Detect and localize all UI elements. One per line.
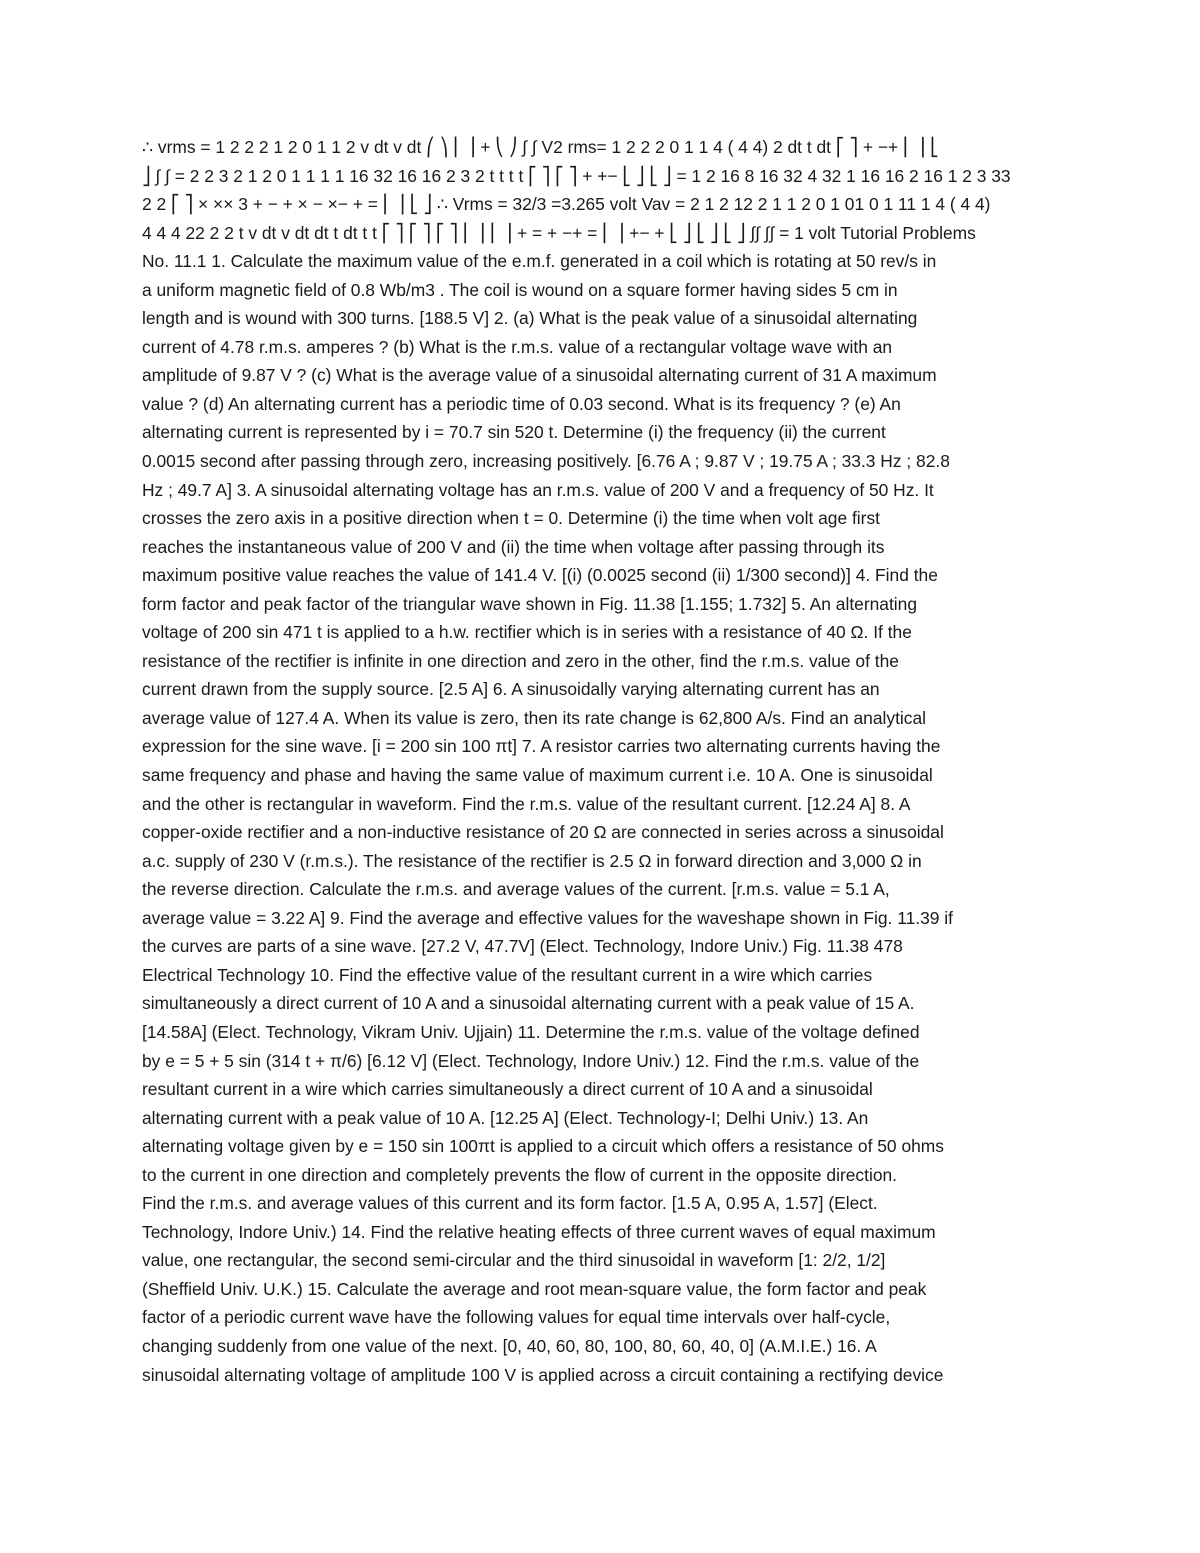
text-line: current drawn from the supply source. [2.5 A] 6. A sinusoidally varying alternating current has an: [142, 679, 880, 700]
text-line: Electrical Technology 10. Find the effective value of the resultant current in a wire which carries: [142, 964, 873, 985]
text-line: value, one rectangular, the second semi-circular and the third sinusoidal in waveform [1: 2/2, 1/2]: [142, 1250, 886, 1271]
text-line: by e = 5 + 5 sin (314 t + π/6) [6.12 V] (Elect. Technology, Indore Univ.) 12. Find the r.m.s. value of the: [142, 1050, 920, 1071]
text-line: expression for the sine wave. [i = 200 sin 100 πt] 7. A resistor carries two alternating currents having the: [142, 736, 941, 757]
text-line: Find the r.m.s. and average values of this current and its form factor. [1.5 A, 0.95 A, 1.57] (Elect.: [142, 1193, 878, 1214]
text-line: maximum positive value reaches the value of 141.4 V. [(i) (0.0025 second (ii) 1/300 second)] 4. Find the: [142, 565, 938, 586]
text-line: changing suddenly from one value of the next. [0, 40, 60, 80, 100, 80, 60, 40, 0] (A.M.I.E.) 16. A: [142, 1335, 877, 1356]
document-text: [142, 133, 1067, 1389]
text-line: average value of 127.4 A. When its value is zero, then its rate change is 62,800 A/s. Find an analytical: [142, 707, 927, 728]
text-line: same frequency and phase and having the same value of maximum current i.e. 10 A. One is sinusoidal: [142, 765, 933, 786]
text-line: current of 4.78 r.m.s. amperes ? (b) What is the r.m.s. value of a rectangular voltage wave with an: [142, 336, 893, 357]
text-line: resistance of the rectifier is infinite in one direction and zero in the other, find the r.m.s. value of the: [142, 650, 899, 671]
text-line: the reverse direction. Calculate the r.m.s. and average values of the current. [r.m.s. value = 5.1 A,: [142, 879, 890, 900]
text-line: amplitude of 9.87 V ? (c) What is the average value of a sinusoidal alternating current of 31 A maximum: [142, 365, 937, 386]
text-line: alternating current with a peak value of 10 A. [12.25 A] (Elect. Technology-I; Delhi Univ.) 13. An: [142, 1107, 869, 1128]
text-line: and the other is rectangular in waveform. Find the r.m.s. value of the resultant current. [12.24 A] 8. A: [142, 793, 911, 814]
text-line: factor of a periodic current wave have the following values for equal time intervals over half-cycle,: [142, 1307, 891, 1328]
text-line: length and is wound with 300 turns. [188.5 V] 2. (a) What is the peak value of a sinusoidal alternating: [142, 308, 918, 329]
text-line: simultaneously a direct current of 10 A and a sinusoidal alternating current with a peak value of 15 A.: [142, 993, 915, 1014]
text-line: ∴ vrms = 1 2 2 2 1 2 0 1 1 2 v dt v dt ⎛ ⎞ ⎜ ⎟ + ⎝ ⎠ ∫ ∫ V2 rms= 1 2 2 2 0 1 1 4 ( 4 4) 2 dt t dt ⎡ ⎤ + −+ ⎢ ⎥ ⎣: [142, 137, 939, 157]
text-line: to the current in one direction and completely prevents the flow of current in the opposite direction.: [142, 1164, 897, 1185]
text-line: form factor and peak factor of the triangular wave shown in Fig. 11.38 [1.155; 1.732] 5. An alternating: [142, 593, 917, 614]
text-line: the curves are parts of a sine wave. [27.2 V, 47.7V] (Elect. Technology, Indore Univ.) Fig. 11.38 478: [142, 936, 903, 957]
text-line: Hz ; 49.7 A] 3. A sinusoidal alternating voltage has an r.m.s. value of 200 V and a frequency of 50 Hz. It: [142, 479, 934, 500]
text-line: alternating current is represented by i = 70.7 sin 520 t. Determine (i) the frequency (ii) the current: [142, 422, 886, 443]
text-line: No. 11.1 1. Calculate the maximum value of the e.m.f. generated in a coil which is rotating at 50 rev/s in: [142, 251, 937, 272]
text-line: (Sheffield Univ. U.K.) 15. Calculate the average and root mean-square value, the form factor and peak: [142, 1278, 927, 1299]
text-line: crosses the zero axis in a positive direction when t = 0. Determine (i) the time when volt age first: [142, 508, 880, 529]
text-line: a uniform magnetic field of 0.8 Wb/m3 . The coil is wound on a square former having sides 5 cm in: [142, 279, 898, 300]
text-line: copper-oxide rectifier and a non-inductive resistance of 20 Ω are connected in series across a sinusoidal: [142, 822, 944, 843]
text-line: sinusoidal alternating voltage of amplitude 100 V is applied across a circuit containing a rectifying device: [142, 1364, 944, 1385]
text-line: voltage of 200 sin 471 t is applied to a h.w. rectifier which is in series with a resistance of 40 Ω. If the: [142, 622, 912, 643]
text-line: Technology, Indore Univ.) 14. Find the relative heating effects of three current waves of equal maximum: [142, 1221, 936, 1242]
text-line: average value = 3.22 A] 9. Find the average and effective values for the waveshape shown in Fig. 11.39 if: [142, 907, 953, 928]
text-line: 0.0015 second after passing through zero, increasing positively. [6.76 A ; 9.87 V ; 19.75 A ; 33.3 Hz ; 82.8: [142, 451, 950, 472]
text-line: alternating voltage given by e = 150 sin 100πt is applied to a circuit which offers a resistance of 50 ohms: [142, 1136, 944, 1157]
text-line: value ? (d) An alternating current has a periodic time of 0.03 second. What is its frequency ? (e) An: [142, 393, 901, 414]
text-line: [14.58A] (Elect. Technology, Vikram Univ. Ujjain) 11. Determine the r.m.s. value of the voltage defined: [142, 1021, 920, 1042]
text-line: 2 2 ⎡ ⎤ × ×× 3 + − + × − ×− + = ⎢ ⎥ ⎣ ⎦ ∴ Vrms = 32/3 =3.265 volt Vav = 2 1 2 12 2 1 1 2 0 1 01 0 1 11 1 4 ( 4 4): [142, 194, 991, 215]
text-line: resultant current in a wire which carries simultaneously a direct current of 10 A and a sinusoidal: [142, 1079, 873, 1100]
text-line: a.c. supply of 230 V (r.m.s.). The resistance of the rectifier is 2.5 Ω in forward direction and 3,000 Ω in: [142, 850, 922, 871]
text-line: 4 4 4 22 2 2 t v dt v dt dt t dt t t ⎡ ⎤ ⎡ ⎤ ⎡ ⎤ ⎢ ⎥ ⎢ ⎥ + = + −+ = ⎢ ⎥ +− + ⎣ ⎦ ⎣ ⎦ ⎣ ⎦ ∫∫ ∫∫ = 1 volt Tutorial Problems: [142, 222, 976, 243]
text-line: reaches the instantaneous value of 200 V and (ii) the time when voltage after passing through its: [142, 536, 885, 557]
text-line: ⎦ ∫ ∫ = 2 2 3 2 1 2 0 1 1 1 1 16 32 16 16 2 3 2 t t t t ⎡ ⎤ ⎡ ⎤ + +− ⎣ ⎦ ⎣ ⎦ = 1 2 16 8 16 32 4 32 1 16 16 2 16 1 2 3 33: [142, 165, 1011, 186]
